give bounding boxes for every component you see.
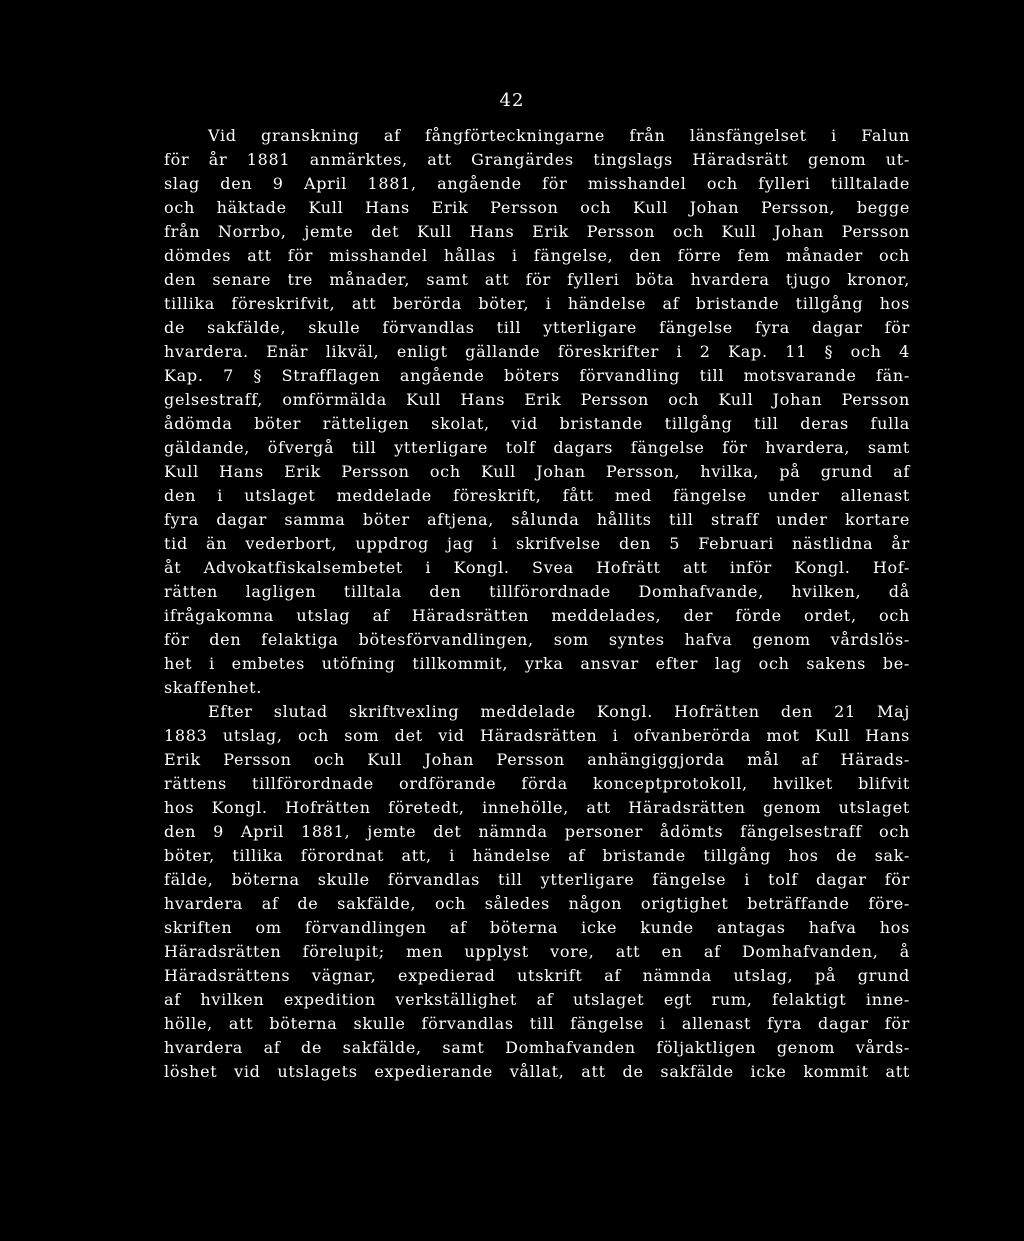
- text-line: ådömda böter rätteligen skolat, vid bristande tillgång till deras fulla: [164, 414, 910, 433]
- text-line: ifrågakomna utslag af Häradsrätten meddelades, der förde ordet, och: [164, 606, 910, 625]
- text-line: Erik Persson och Kull Johan Persson anhängiggjorda mål af Härads-: [164, 750, 910, 769]
- text-line: från Norrbo, jemte det Kull Hans Erik Persson och Kull Johan Persson: [164, 222, 910, 241]
- text-line: slag den 9 April 1881, angående för misshandel och fylleri tilltalade: [164, 174, 910, 193]
- text-line: hvardera af de sakfälde, och således någon origtighet beträffande före-: [164, 894, 910, 913]
- text-line: 1883 utslag, och som det vid Häradsrätten i ofvanberörda mot Kull Hans: [164, 726, 910, 745]
- text-line: skaffenhet.: [164, 678, 263, 697]
- text-line: de sakfälde, skulle förvandlas till ytterligare fängelse fyra dagar för: [164, 318, 910, 337]
- text-line: Vid granskning af fångförteckningarne från länsfängelset i Falun: [208, 126, 910, 145]
- page-number: 42: [499, 90, 525, 111]
- text-line: hölle, att böterna skulle förvandlas till fängelse i allenast fyra dagar för: [164, 1014, 910, 1033]
- text-line: och häktade Kull Hans Erik Persson och Kull Johan Persson, begge: [164, 198, 910, 217]
- text-line: för år 1881 anmärktes, att Grangärdes tingslags Häradsrätt genom ut-: [164, 150, 910, 169]
- text-line: tid än vederbort, uppdrog jag i skrifvelse den 5 Februari nästlidna år: [164, 534, 910, 553]
- text-line: åt Advokatfiskalsembetet i Kongl. Svea Hofrätt att inför Kongl. Hof-: [164, 558, 910, 577]
- text-line: för den felaktiga bötesförvandlingen, som syntes hafva genom vårdslös-: [164, 630, 910, 649]
- text-line: rättens tillförordnade ordförande förda konceptprotokoll, hvilket blifvit: [164, 774, 910, 793]
- text-line: hvardera af de sakfälde, samt Domhafvanden följaktligen genom vårds-: [164, 1038, 910, 1057]
- text-line: Häradsrättens vägnar, expedierad utskrift af nämnda utslag, på grund: [164, 966, 910, 985]
- text-line: Kap. 7 § Strafflagen angående böters förvandling till motsvarande fän-: [164, 366, 910, 385]
- text-line: hos Kongl. Hofrätten företedt, innehölle, att Häradsrätten genom utslaget: [164, 798, 910, 817]
- text-line: gäldande, öfvergå till ytterligare tolf dagars fängelse för hvardera, samt: [164, 438, 910, 457]
- text-line: den i utslaget meddelade föreskrift, fått med fängelse under allenast: [164, 486, 910, 505]
- text-line: rätten lagligen tilltala den tillförordnade Domhafvande, hvilken, då: [164, 582, 910, 601]
- text-line: böter, tillika förordnat att, i händelse af bristande tillgång hos de sak-: [164, 846, 910, 865]
- text-line: den senare tre månader, samt att för fylleri böta hvardera tjugo kronor,: [164, 270, 910, 289]
- text-line: Efter slutad skriftvexling meddelade Kongl. Hofrätten den 21 Maj: [208, 702, 910, 721]
- text-line: hvardera. Enär likväl, enligt gällande föreskrifter i 2 Kap. 11 § och 4: [164, 342, 910, 361]
- text-line: fyra dagar samma böter aftjena, sålunda hållits till straff under kortare: [164, 510, 910, 529]
- text-line: gelsestraff, omförmälda Kull Hans Erik Persson och Kull Johan Persson: [164, 390, 910, 409]
- text-line: het i embetes utöfning tillkommit, yrka ansvar efter lag och sakens be-: [164, 654, 910, 673]
- text-line: löshet vid utslagets expedierande vållat, att de sakfälde icke kommit att: [164, 1062, 910, 1081]
- text-line: tillika föreskrifvit, att berörda böter, i händelse af bristande tillgång hos: [164, 294, 910, 313]
- text-line: Häradsrätten förelupit; men upplyst vore, att en af Domhafvanden, å: [164, 942, 910, 961]
- body-text: [164, 124, 910, 1084]
- text-line: Kull Hans Erik Persson och Kull Johan Persson, hvilka, på grund af: [164, 462, 910, 481]
- text-line: af hvilken expedition verkställighet af utslaget egt rum, felaktigt inne-: [164, 990, 910, 1009]
- text-line: fälde, böterna skulle förvandlas till ytterligare fängelse i tolf dagar för: [164, 870, 910, 889]
- text-line: den 9 April 1881, jemte det nämnda personer ådömts fängelsestraff och: [164, 822, 910, 841]
- text-line: dömdes att för misshandel hållas i fängelse, den förre fem månader och: [164, 246, 910, 265]
- text-line: skriften om förvandlingen af böterna icke kunde antagas hafva hos: [164, 918, 910, 937]
